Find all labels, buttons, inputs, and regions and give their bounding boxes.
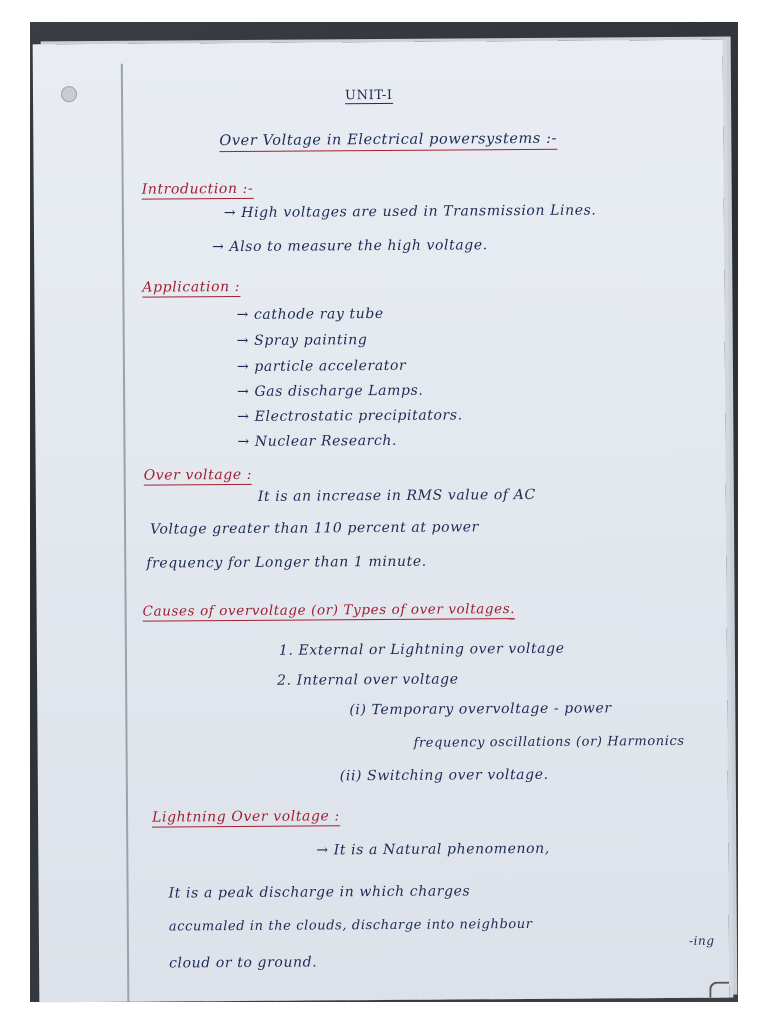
- application-heading: Application :: [142, 278, 241, 296]
- lightning-line-2: It is a peak discharge in which charges: [168, 883, 471, 902]
- lightning-line-3: accumaled in the clouds, discharge into neighbour: [168, 916, 533, 935]
- lightning-line-5: cloud or to ground.: [169, 954, 318, 972]
- application-item-1: → cathode ray tube: [236, 305, 384, 324]
- application-item-3: → particle accelerator: [236, 357, 407, 376]
- causes-line-2: 2. Internal over voltage: [277, 671, 459, 689]
- lightning-line-4: -ing: [688, 933, 715, 948]
- lightning-line-1: → It is a Natural phenomenon,: [316, 840, 550, 859]
- causes-line-4: frequency oscillations (or) Harmonics: [413, 733, 685, 751]
- lightning-heading: Lightning Over voltage :: [152, 808, 340, 826]
- causes-heading: Causes of overvoltage (or) Types of over voltages.: [142, 601, 516, 620]
- page-title: Over Voltage in Electrical powersystems :-: [219, 131, 557, 152]
- over-voltage-line-3: frequency for Longer than 1 minute.: [146, 553, 427, 572]
- over-voltage-heading: Over voltage :: [143, 466, 253, 484]
- introduction-line-1: → High voltages are used in Transmission Lines.: [223, 202, 597, 222]
- page-corner-curl: [709, 982, 729, 998]
- application-item-4: → Gas discharge Lamps.: [237, 382, 424, 401]
- notebook-page: [33, 40, 730, 1003]
- over-voltage-line-2: Voltage greater than 110 percent at power: [149, 519, 480, 538]
- margin-line: [121, 64, 130, 1003]
- introduction-line-2: → Also to measure the high voltage.: [212, 237, 488, 256]
- causes-line-1: 1. External or Lightning over voltage: [278, 640, 565, 659]
- introduction-heading: Introduction :-: [141, 180, 254, 198]
- binding-hole: [61, 86, 77, 102]
- causes-line-3: (i) Temporary overvoltage - power: [349, 700, 612, 719]
- application-item-5: → Electrostatic precipitators.: [237, 407, 463, 426]
- application-item-6: → Nuclear Research.: [237, 432, 398, 451]
- unit-label: UNIT-I: [344, 87, 393, 104]
- over-voltage-line-1: It is an increase in RMS value of AC: [257, 486, 536, 505]
- application-item-2: → Spray painting: [236, 332, 368, 350]
- causes-line-5: (ii) Switching over voltage.: [339, 766, 549, 785]
